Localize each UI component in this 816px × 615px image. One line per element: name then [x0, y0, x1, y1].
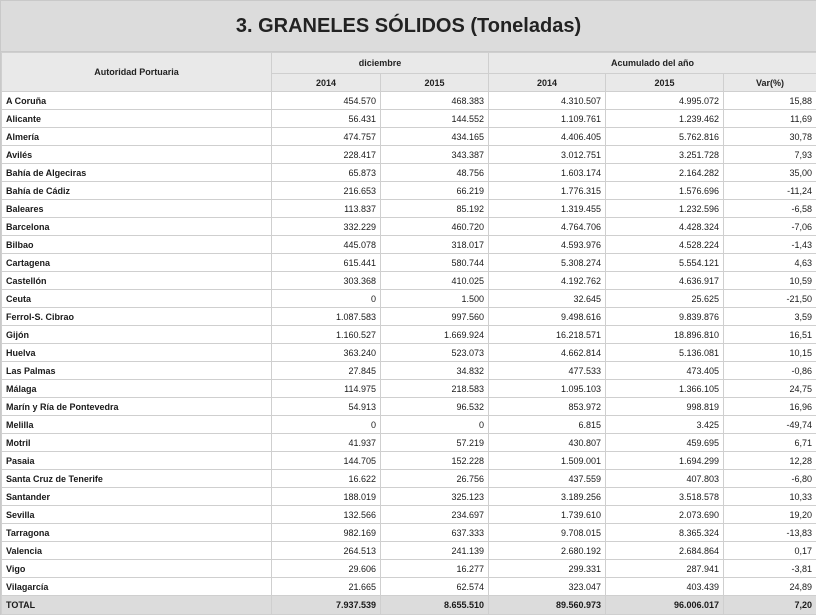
- table-row: [2, 416, 816, 434]
- variation-cell: 35,00: [724, 164, 816, 182]
- table-row: [2, 254, 816, 272]
- variation-cell: -7,06: [724, 218, 816, 236]
- december-2014-cell: 0: [272, 290, 381, 308]
- variation-cell: 7,93: [724, 146, 816, 164]
- december-2014-cell: 363.240: [272, 344, 381, 362]
- accumulated-2014-cell: 1.319.455: [489, 200, 606, 218]
- table-row: [2, 92, 816, 110]
- december-2015-cell: 468.383: [381, 92, 489, 110]
- december-2015-cell: 152.228: [381, 452, 489, 470]
- december-2014-cell: 615.441: [272, 254, 381, 272]
- table-row: [2, 236, 816, 254]
- port-name-cell: Motril: [2, 434, 272, 452]
- table-row: [2, 560, 816, 578]
- december-2015-cell: 144.552: [381, 110, 489, 128]
- december-2015-cell: 580.744: [381, 254, 489, 272]
- december-2014-cell: 65.873: [272, 164, 381, 182]
- accumulated-2014-cell: 4.764.706: [489, 218, 606, 236]
- accumulated-2015-cell: 1.576.696: [606, 182, 724, 200]
- port-name-cell: Ferrol-S. Cibrao: [2, 308, 272, 326]
- december-2014-cell: 29.606: [272, 560, 381, 578]
- accumulated-2014-cell: 1.776.315: [489, 182, 606, 200]
- december-2015-header: 2015: [381, 74, 489, 92]
- december-2014-cell: 445.078: [272, 236, 381, 254]
- december-2015-cell: 410.025: [381, 272, 489, 290]
- variation-cell: -49,74: [724, 416, 816, 434]
- table-row: [2, 128, 816, 146]
- table-row: [2, 362, 816, 380]
- december-2014-cell: 27.845: [272, 362, 381, 380]
- table-row: [2, 308, 816, 326]
- port-name-cell: Ceuta: [2, 290, 272, 308]
- variation-cell: 16,96: [724, 398, 816, 416]
- table-row: [2, 272, 816, 290]
- port-authority-header: Autoridad Portuaria: [2, 53, 272, 92]
- table-row: [2, 380, 816, 398]
- variation-cell: -6,80: [724, 470, 816, 488]
- december-2014-cell: 132.566: [272, 506, 381, 524]
- table-row: [2, 488, 816, 506]
- table-row: [2, 146, 816, 164]
- port-name-cell: Avilés: [2, 146, 272, 164]
- december-header: diciembre: [272, 53, 489, 74]
- accumulated-2014-cell: 1.603.174: [489, 164, 606, 182]
- table-row: [2, 452, 816, 470]
- december-2015-cell: 34.832: [381, 362, 489, 380]
- port-name-cell: Bahía de Algeciras: [2, 164, 272, 182]
- port-name-cell: Vilagarcía: [2, 578, 272, 596]
- port-name-cell: Las Palmas: [2, 362, 272, 380]
- accumulated-2014-cell: 299.331: [489, 560, 606, 578]
- accumulated-2015-cell: 9.839.876: [606, 308, 724, 326]
- accumulated-2015-cell: 4.528.224: [606, 236, 724, 254]
- port-name-cell: Gijón: [2, 326, 272, 344]
- accumulated-2014-cell: 9.708.015: [489, 524, 606, 542]
- december-2014-cell: 332.229: [272, 218, 381, 236]
- table-row: [2, 524, 816, 542]
- port-name-cell: Marín y Ría de Pontevedra: [2, 398, 272, 416]
- table-header: [2, 53, 816, 92]
- december-2015-cell: 997.560: [381, 308, 489, 326]
- variation-cell: 24,89: [724, 578, 816, 596]
- table-row: [2, 182, 816, 200]
- december-2015-cell: 1.669.924: [381, 326, 489, 344]
- december-2015-cell: 318.017: [381, 236, 489, 254]
- december-2015-cell: 1.500: [381, 290, 489, 308]
- december-2015-cell: 96.532: [381, 398, 489, 416]
- accumulated-2014-cell: 4.192.762: [489, 272, 606, 290]
- variation-cell: 3,59: [724, 308, 816, 326]
- accumulated-2015-cell: 3.251.728: [606, 146, 724, 164]
- variation-cell: 4,63: [724, 254, 816, 272]
- accumulated-2014-cell: 1.095.103: [489, 380, 606, 398]
- accumulated-2015-cell: 403.439: [606, 578, 724, 596]
- port-name-cell: Sevilla: [2, 506, 272, 524]
- accumulated-2015-cell: 407.803: [606, 470, 724, 488]
- total-accumulated-2015-cell: 96.006.017: [606, 596, 724, 615]
- december-2014-cell: 113.837: [272, 200, 381, 218]
- december-2014-cell: 216.653: [272, 182, 381, 200]
- port-name-cell: Melilla: [2, 416, 272, 434]
- accumulated-2015-cell: 4.636.917: [606, 272, 724, 290]
- december-2014-cell: 474.757: [272, 128, 381, 146]
- december-2015-cell: 637.333: [381, 524, 489, 542]
- table-row: [2, 200, 816, 218]
- december-2015-cell: 325.123: [381, 488, 489, 506]
- accumulated-2014-cell: 853.972: [489, 398, 606, 416]
- accumulated-2015-cell: 473.405: [606, 362, 724, 380]
- total-label: TOTAL: [2, 596, 272, 615]
- accumulated-2014-cell: 6.815: [489, 416, 606, 434]
- accumulated-2015-cell: 998.819: [606, 398, 724, 416]
- december-2015-cell: 66.219: [381, 182, 489, 200]
- port-name-cell: Baleares: [2, 200, 272, 218]
- december-2015-cell: 48.756: [381, 164, 489, 182]
- december-2014-cell: 21.665: [272, 578, 381, 596]
- accumulated-2015-cell: 1.694.299: [606, 452, 724, 470]
- accumulated-2014-cell: 4.662.814: [489, 344, 606, 362]
- accumulated-2015-cell: 287.941: [606, 560, 724, 578]
- december-2015-cell: 343.387: [381, 146, 489, 164]
- variation-cell: 10,59: [724, 272, 816, 290]
- variation-header: Var(%): [724, 74, 816, 92]
- port-name-cell: A Coruña: [2, 92, 272, 110]
- accumulated-2014-cell: 3.012.751: [489, 146, 606, 164]
- variation-cell: -3,81: [724, 560, 816, 578]
- accumulated-2014-cell: 437.559: [489, 470, 606, 488]
- accumulated-2014-header: 2014: [489, 74, 606, 92]
- accumulated-2014-cell: 4.310.507: [489, 92, 606, 110]
- total-december-2015-cell: 8.655.510: [381, 596, 489, 615]
- accumulated-2015-cell: 8.365.324: [606, 524, 724, 542]
- port-name-cell: Málaga: [2, 380, 272, 398]
- table-row: [2, 578, 816, 596]
- accumulated-2014-cell: 16.218.571: [489, 326, 606, 344]
- port-name-cell: Santa Cruz de Tenerife: [2, 470, 272, 488]
- december-2014-cell: 228.417: [272, 146, 381, 164]
- accumulated-2014-cell: 4.406.405: [489, 128, 606, 146]
- table-row: [2, 290, 816, 308]
- table-row: [2, 506, 816, 524]
- port-name-cell: Pasaia: [2, 452, 272, 470]
- port-name-cell: Castellón: [2, 272, 272, 290]
- accumulated-2015-cell: 459.695: [606, 434, 724, 452]
- port-name-cell: Bilbao: [2, 236, 272, 254]
- variation-cell: 11,69: [724, 110, 816, 128]
- port-name-cell: Santander: [2, 488, 272, 506]
- december-2015-cell: 85.192: [381, 200, 489, 218]
- variation-cell: 16,51: [724, 326, 816, 344]
- december-2014-cell: 1.087.583: [272, 308, 381, 326]
- table-body: [2, 92, 816, 615]
- variation-cell: 10,33: [724, 488, 816, 506]
- accumulated-2015-cell: 2.164.282: [606, 164, 724, 182]
- port-name-cell: Alicante: [2, 110, 272, 128]
- december-2014-cell: 54.913: [272, 398, 381, 416]
- accumulated-2015-cell: 4.995.072: [606, 92, 724, 110]
- variation-cell: 0,17: [724, 542, 816, 560]
- table-row: [2, 326, 816, 344]
- accumulated-2014-cell: 4.593.976: [489, 236, 606, 254]
- december-2015-cell: 523.073: [381, 344, 489, 362]
- accumulated-2014-cell: 3.189.256: [489, 488, 606, 506]
- table-row: [2, 164, 816, 182]
- accumulated-2015-cell: 1.366.105: [606, 380, 724, 398]
- port-name-cell: Barcelona: [2, 218, 272, 236]
- variation-cell: 24,75: [724, 380, 816, 398]
- total-variation-cell: 7,20: [724, 596, 816, 615]
- december-2015-cell: 434.165: [381, 128, 489, 146]
- december-2015-cell: 0: [381, 416, 489, 434]
- accumulated-2015-header: 2015: [606, 74, 724, 92]
- december-2014-cell: 114.975: [272, 380, 381, 398]
- accumulated-2015-cell: 5.762.816: [606, 128, 724, 146]
- december-2015-cell: 218.583: [381, 380, 489, 398]
- variation-cell: 10,15: [724, 344, 816, 362]
- variation-cell: -11,24: [724, 182, 816, 200]
- accumulated-2014-cell: 477.533: [489, 362, 606, 380]
- table-row: [2, 470, 816, 488]
- december-2014-cell: 56.431: [272, 110, 381, 128]
- variation-cell: 6,71: [724, 434, 816, 452]
- variation-cell: -13,83: [724, 524, 816, 542]
- accumulated-2015-cell: 2.684.864: [606, 542, 724, 560]
- accumulated-2015-cell: 3.518.578: [606, 488, 724, 506]
- december-2014-cell: 303.368: [272, 272, 381, 290]
- december-2014-cell: 982.169: [272, 524, 381, 542]
- december-2014-cell: 264.513: [272, 542, 381, 560]
- december-2014-header: 2014: [272, 74, 381, 92]
- december-2014-cell: 454.570: [272, 92, 381, 110]
- accumulated-2014-cell: 430.807: [489, 434, 606, 452]
- total-accumulated-2014-cell: 89.560.973: [489, 596, 606, 615]
- port-name-cell: Huelva: [2, 344, 272, 362]
- accumulated-2015-cell: 1.239.462: [606, 110, 724, 128]
- accumulated-2015-cell: 18.896.810: [606, 326, 724, 344]
- total-row: [2, 596, 816, 615]
- december-2015-cell: 26.756: [381, 470, 489, 488]
- accumulated-2014-cell: 323.047: [489, 578, 606, 596]
- december-2015-cell: 62.574: [381, 578, 489, 596]
- accumulated-2015-cell: 5.136.081: [606, 344, 724, 362]
- variation-cell: -1,43: [724, 236, 816, 254]
- december-2014-cell: 1.160.527: [272, 326, 381, 344]
- december-2014-cell: 41.937: [272, 434, 381, 452]
- port-name-cell: Valencia: [2, 542, 272, 560]
- variation-cell: -6,58: [724, 200, 816, 218]
- accumulated-2014-cell: 5.308.274: [489, 254, 606, 272]
- accumulated-2015-cell: 25.625: [606, 290, 724, 308]
- variation-cell: 30,78: [724, 128, 816, 146]
- accumulated-header: Acumulado del año: [489, 53, 816, 74]
- december-2015-cell: 57.219: [381, 434, 489, 452]
- table-row: [2, 218, 816, 236]
- port-name-cell: Tarragona: [2, 524, 272, 542]
- table-row: [2, 398, 816, 416]
- accumulated-2015-cell: 2.073.690: [606, 506, 724, 524]
- accumulated-2014-cell: 9.498.616: [489, 308, 606, 326]
- december-2015-cell: 460.720: [381, 218, 489, 236]
- accumulated-2014-cell: 2.680.192: [489, 542, 606, 560]
- december-2014-cell: 16.622: [272, 470, 381, 488]
- accumulated-2015-cell: 1.232.596: [606, 200, 724, 218]
- variation-cell: 15,88: [724, 92, 816, 110]
- variation-cell: 19,20: [724, 506, 816, 524]
- port-name-cell: Bahía de Cádiz: [2, 182, 272, 200]
- port-name-cell: Cartagena: [2, 254, 272, 272]
- december-2015-cell: 241.139: [381, 542, 489, 560]
- variation-cell: -21,50: [724, 290, 816, 308]
- accumulated-2015-cell: 5.554.121: [606, 254, 724, 272]
- port-name-cell: Vigo: [2, 560, 272, 578]
- variation-cell: 12,28: [724, 452, 816, 470]
- accumulated-2014-cell: 1.739.610: [489, 506, 606, 524]
- table-row: [2, 434, 816, 452]
- accumulated-2015-cell: 4.428.324: [606, 218, 724, 236]
- table-row: [2, 344, 816, 362]
- accumulated-2014-cell: 1.509.001: [489, 452, 606, 470]
- december-2014-cell: 0: [272, 416, 381, 434]
- report-title: 3. GRANELES SÓLIDOS (Toneladas): [1, 0, 816, 52]
- table-row: [2, 110, 816, 128]
- table-row: [2, 542, 816, 560]
- december-2014-cell: 188.019: [272, 488, 381, 506]
- accumulated-2015-cell: 3.425: [606, 416, 724, 434]
- variation-cell: -0,86: [724, 362, 816, 380]
- total-december-2014-cell: 7.937.539: [272, 596, 381, 615]
- december-2015-cell: 234.697: [381, 506, 489, 524]
- bulk-solids-table: [1, 52, 816, 615]
- accumulated-2014-cell: 32.645: [489, 290, 606, 308]
- port-name-cell: Almería: [2, 128, 272, 146]
- accumulated-2014-cell: 1.109.761: [489, 110, 606, 128]
- december-2015-cell: 16.277: [381, 560, 489, 578]
- december-2014-cell: 144.705: [272, 452, 381, 470]
